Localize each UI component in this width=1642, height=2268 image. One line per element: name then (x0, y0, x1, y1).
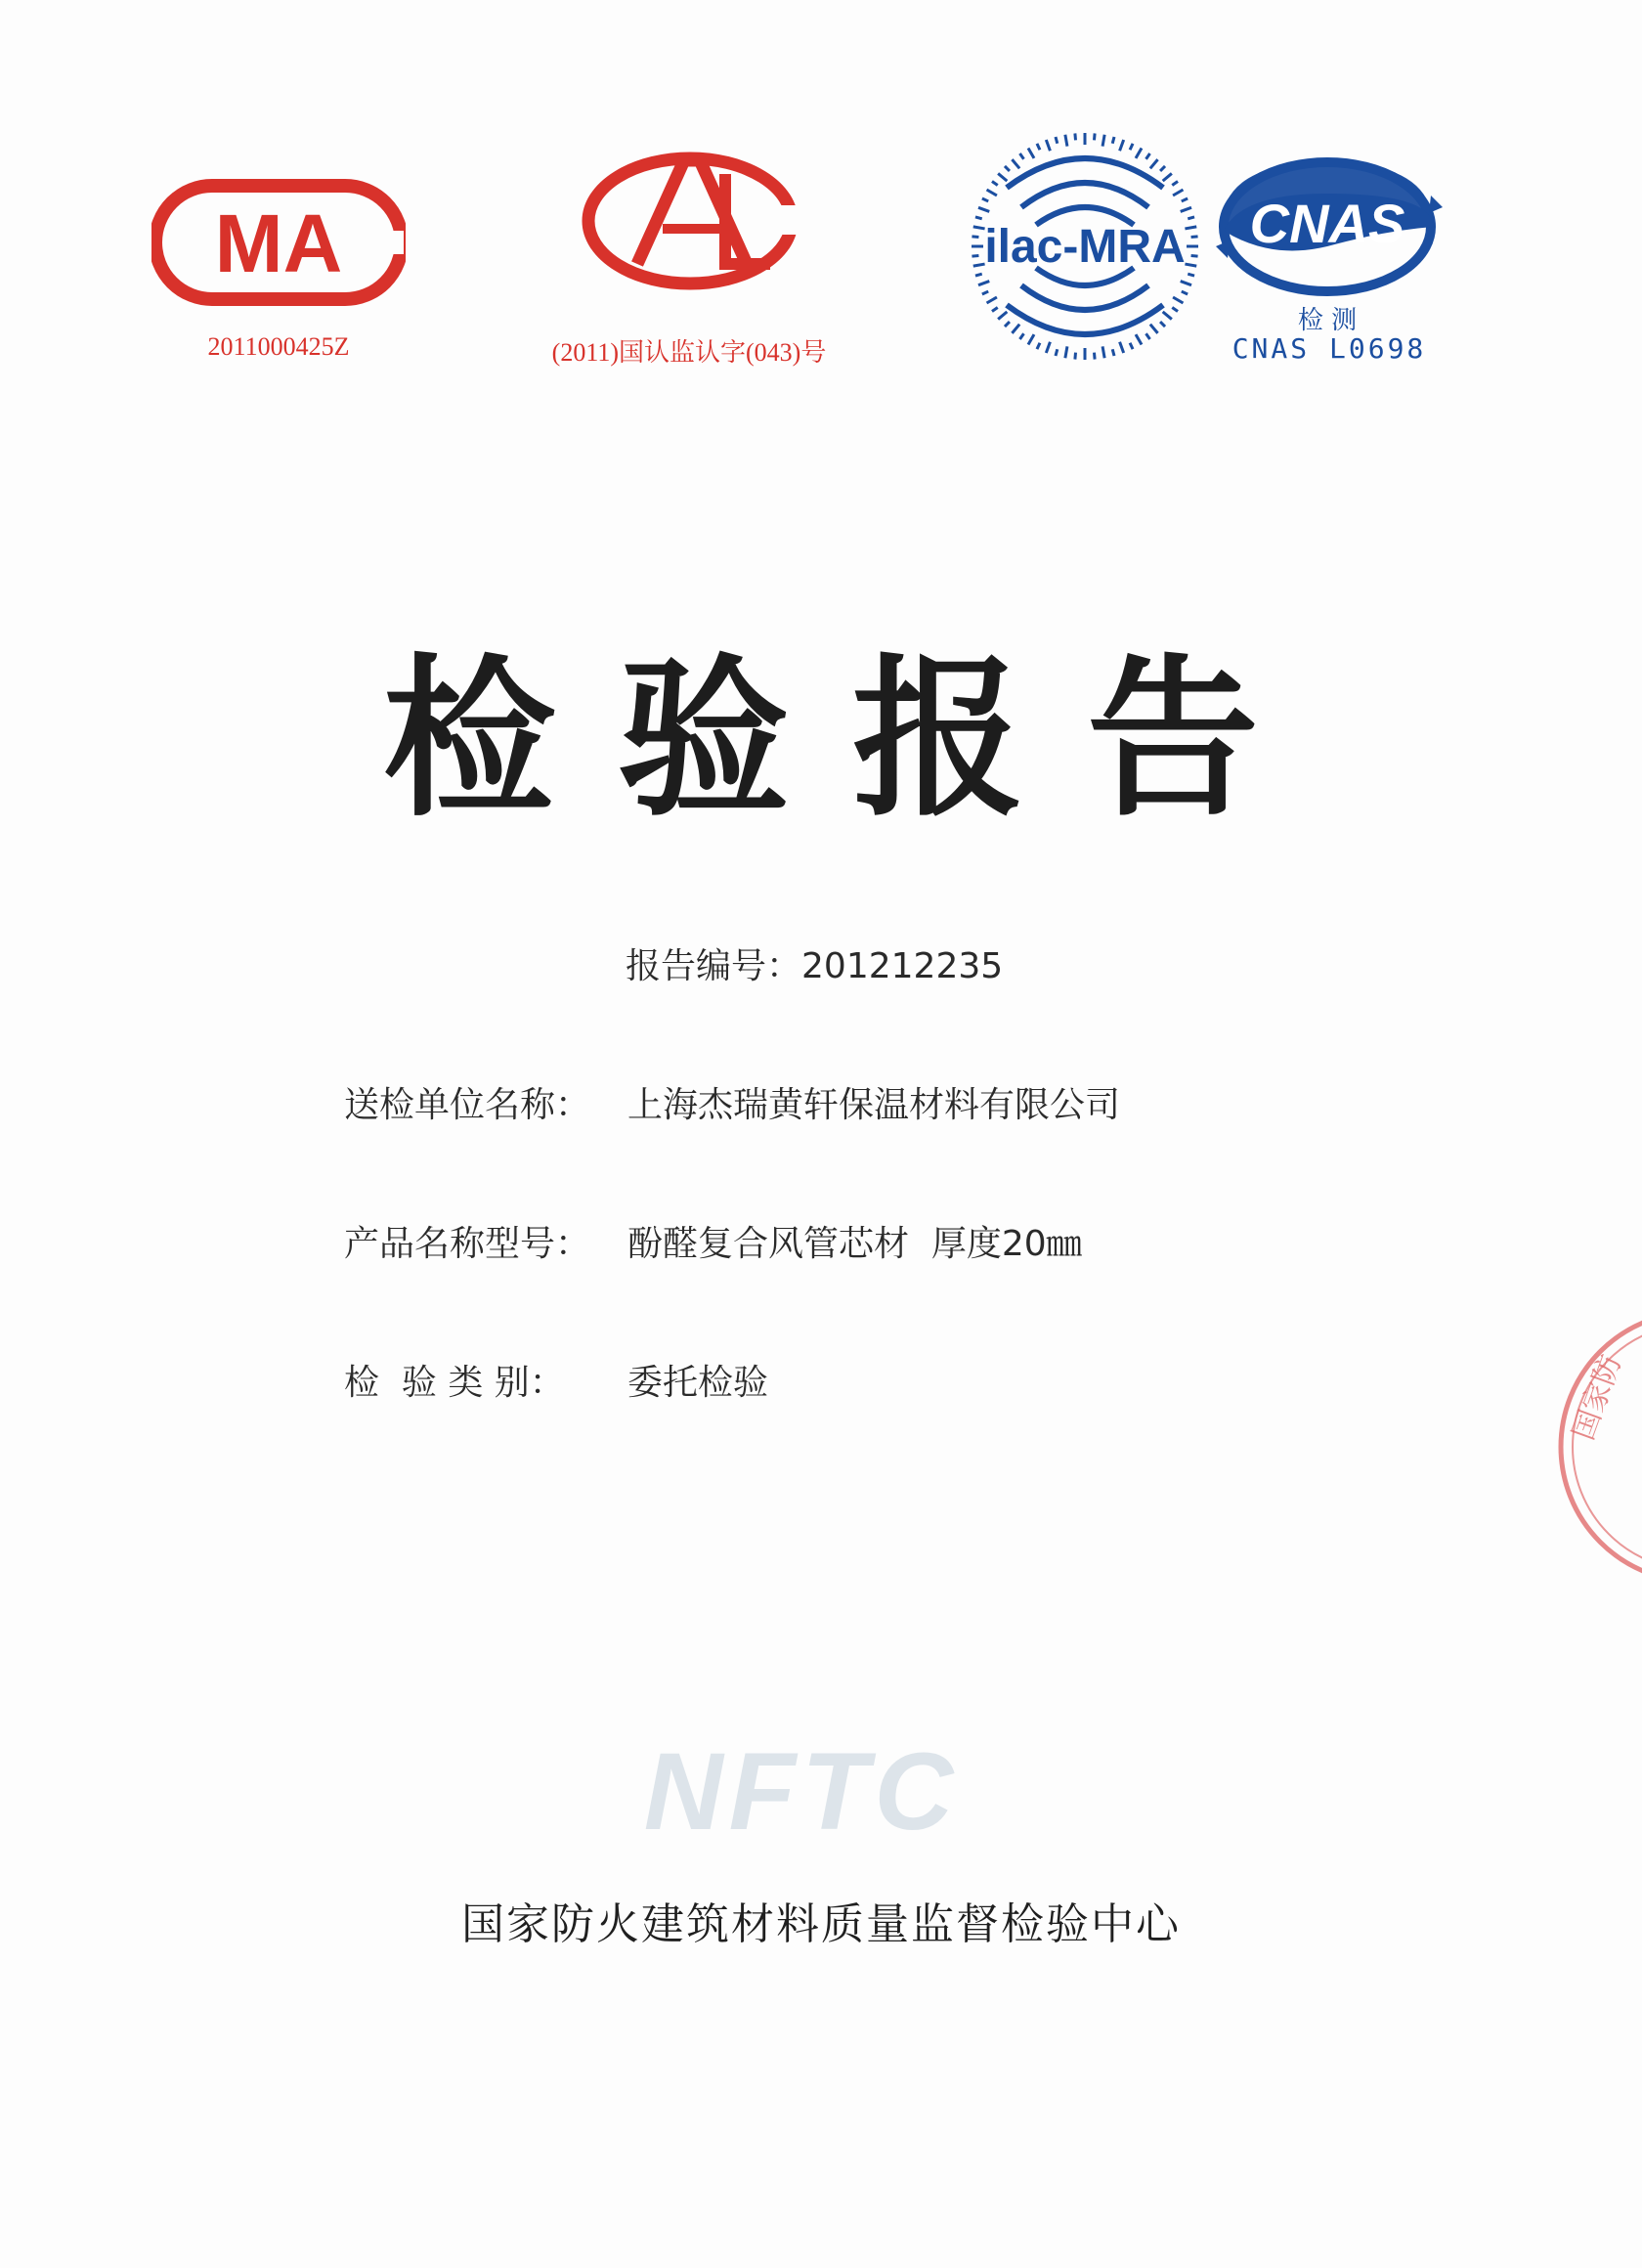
cal-logo (579, 135, 801, 291)
cma-logo (151, 174, 406, 311)
cnas-logo-text: CNAS (1249, 193, 1405, 254)
partial-red-seal (1534, 1305, 1642, 1592)
product-row (344, 1216, 1082, 1266)
category-label: 检 验 类 别： (344, 1363, 565, 1403)
cnas-logo (1212, 137, 1447, 332)
client-row (344, 1077, 1120, 1127)
category-row (344, 1355, 768, 1405)
product-label: 产品名称型号： (344, 1224, 591, 1264)
ilac-logo-text: ilac-MRA (984, 221, 1186, 273)
category-value: 委托检验 (627, 1363, 769, 1403)
cma-logo-text: MA (214, 197, 343, 289)
report-number-value: 201212235 (801, 946, 1004, 986)
cma-code: 2011000425Z (207, 332, 350, 361)
report-number-row (626, 938, 1003, 988)
report-number-label: 报告编号： (626, 946, 802, 986)
ilac-mra-logo (968, 129, 1202, 364)
cnas-code: CNAS L0698 (1232, 332, 1427, 365)
product-value: 酚醛复合风管芯材 厚度20㎜ (627, 1224, 1082, 1264)
svg-text:国家防: 国家防 (1566, 1350, 1629, 1445)
report-title: 检验报告 (382, 639, 1321, 840)
cal-code: (2011)国认监认字(043)号 (551, 338, 827, 367)
issuing-organization: 国家防火建筑材料质量监督检验中心 (461, 1899, 1181, 1949)
nftc-watermark: NFTC (643, 1730, 960, 1853)
client-label: 送检单位名称： (344, 1085, 591, 1125)
client-value: 上海杰瑞黄轩保温材料有限公司 (627, 1085, 1121, 1125)
cnas-sub-text: 检 测 (1297, 306, 1358, 332)
